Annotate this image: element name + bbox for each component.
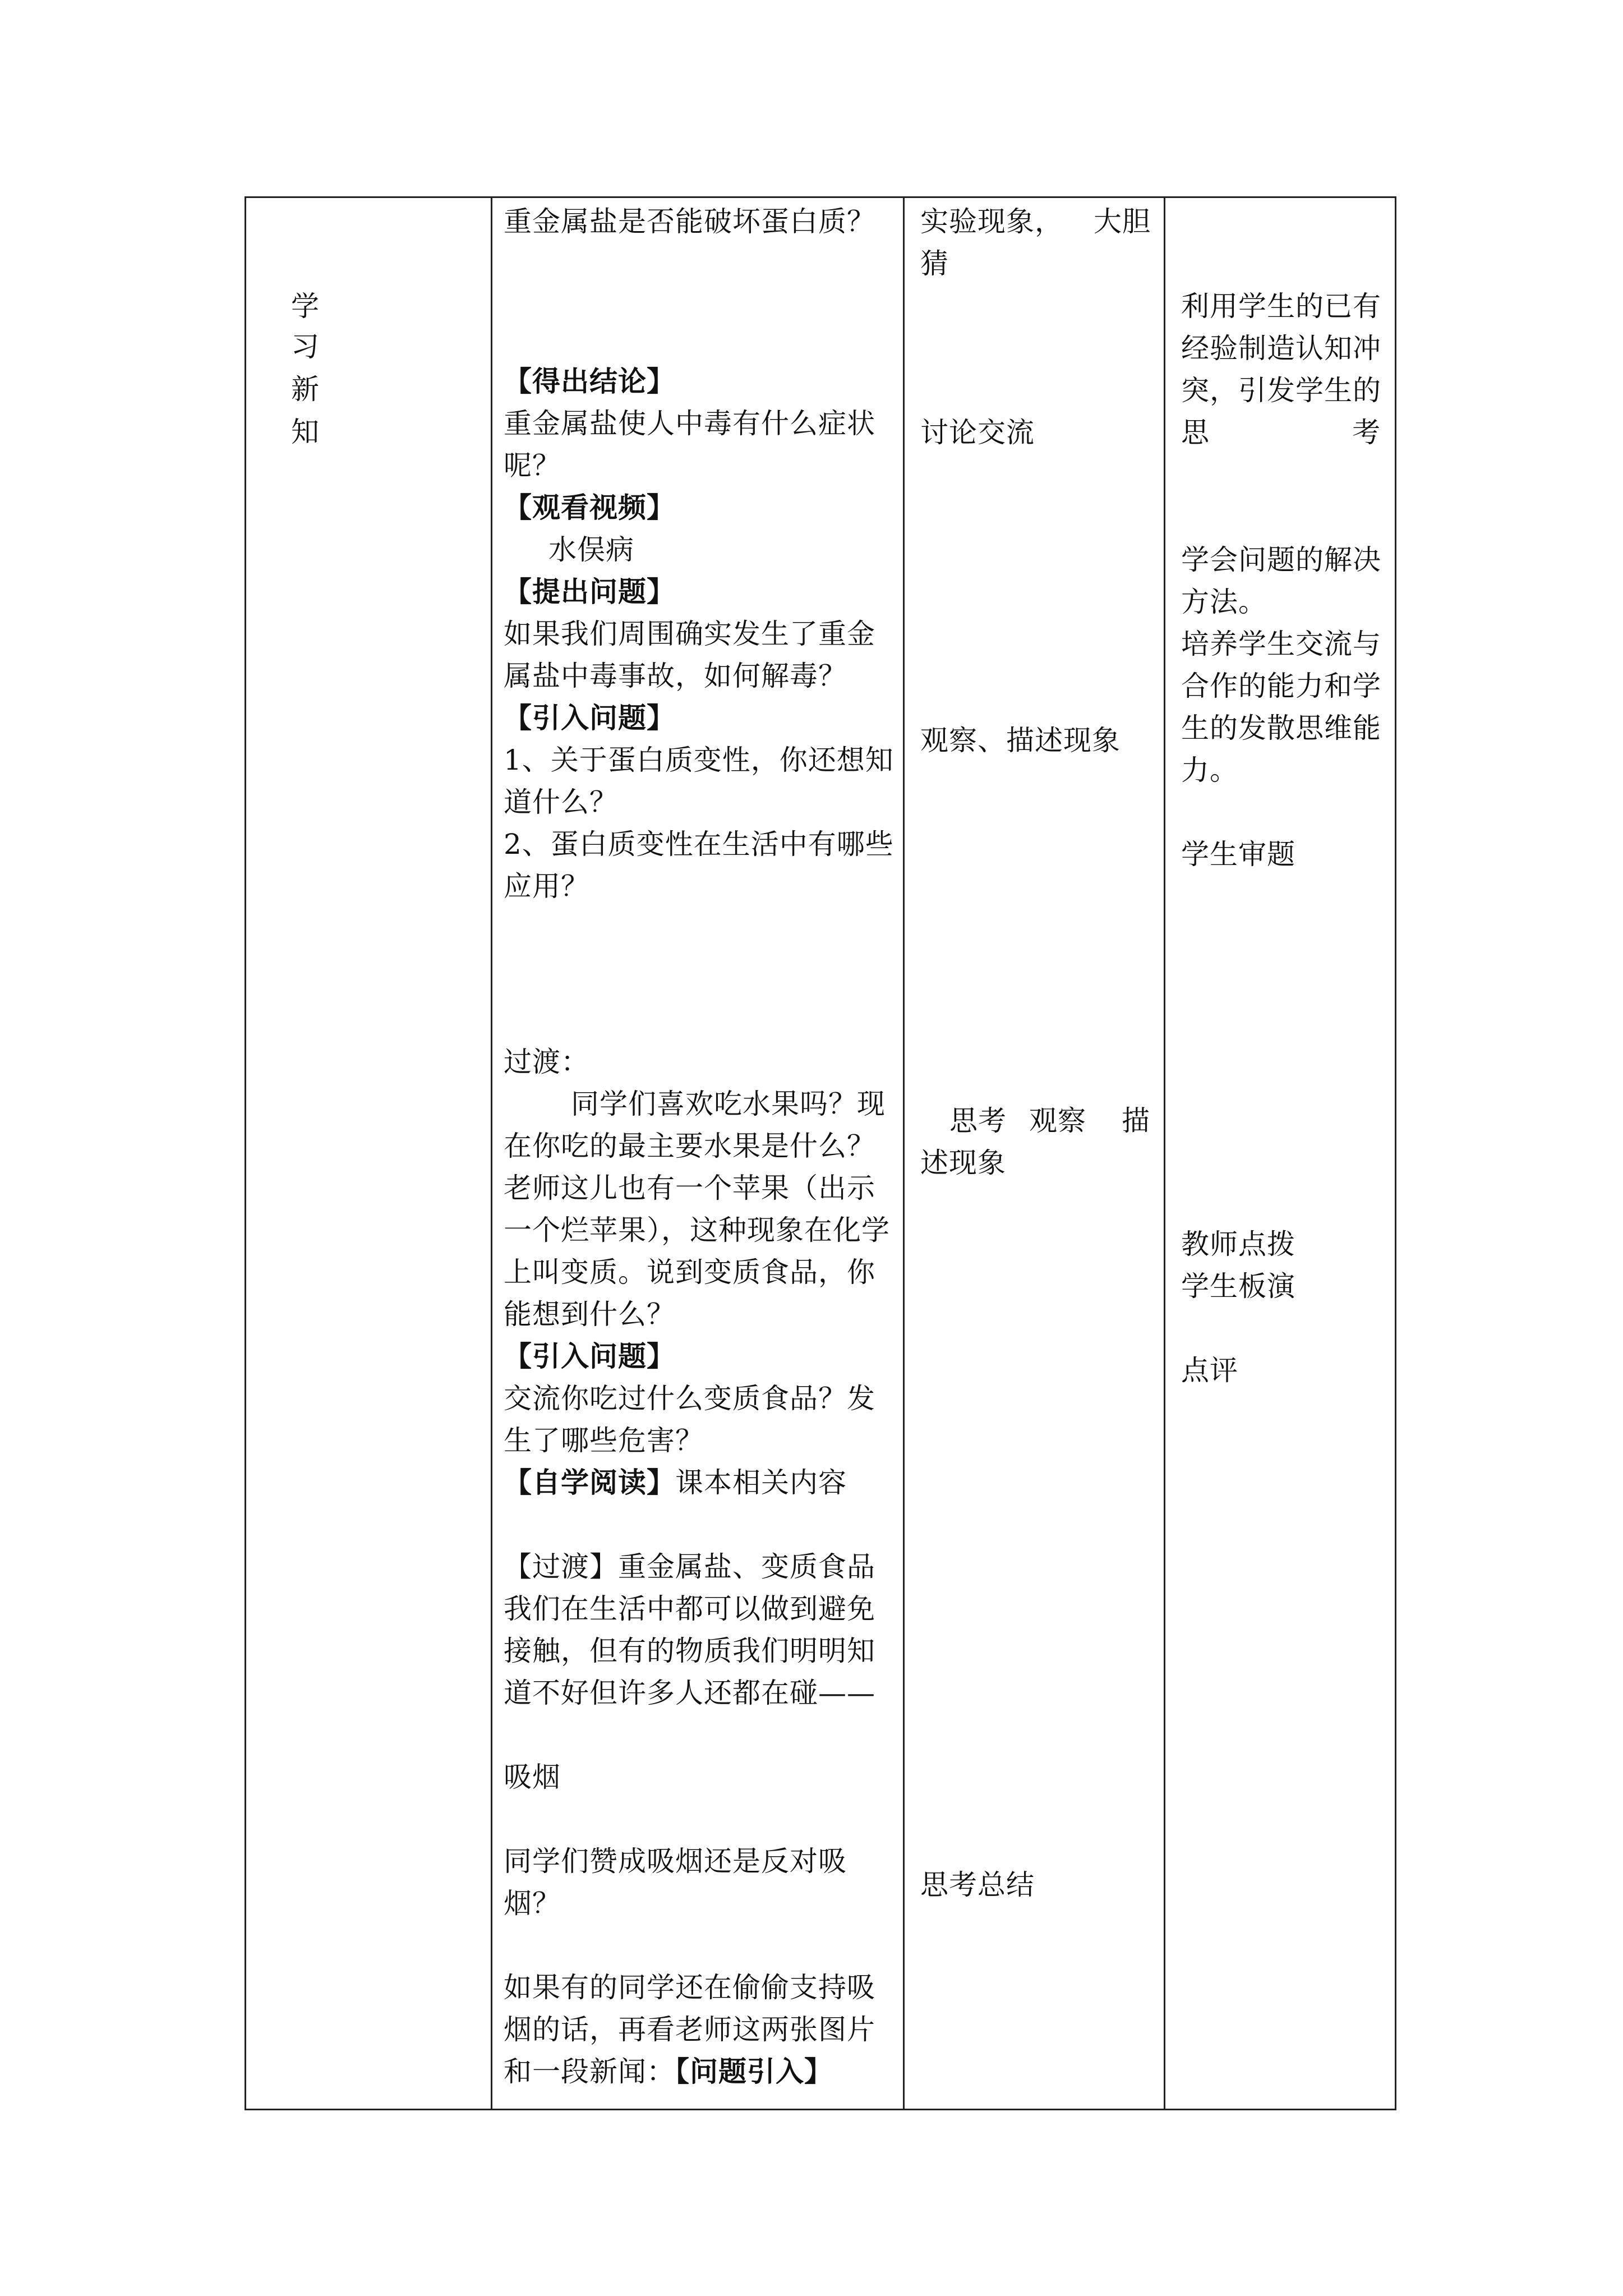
text-line: 在你吃的最主要水果是什么？ [504, 1130, 875, 1162]
stage-label-cell [246, 198, 491, 2109]
section-heading: 【引入问题】 [504, 1340, 675, 1373]
text-line: 过渡： [504, 1046, 589, 1078]
text-line: 一个烂苹果），这种现象在化学 [504, 1214, 890, 1246]
section-heading: 【引入问题】 [504, 702, 675, 734]
text-line: 属盐中毒事故，如何解毒？ [504, 660, 847, 692]
teacher-activity-cell [492, 198, 903, 2109]
text-line: 方法。 [1181, 586, 1267, 618]
text-line: 道不好但许多人还都在碰—— [504, 1677, 875, 1709]
text-line: 【过渡】重金属盐、变质食品 [504, 1550, 875, 1583]
text-line: 烟的话，再看老师这两张图片 [504, 2013, 875, 2046]
text-line: 道什么？ [504, 786, 618, 818]
student-activity-cell [905, 198, 1164, 2109]
text-line [504, 2055, 833, 2088]
text-line: 点评 [1181, 1354, 1238, 1387]
text-line: 观察、描述现象 [920, 724, 1121, 757]
text-line [504, 1466, 847, 1499]
text-line: 同学们喜欢吃水果吗？现 [571, 1088, 886, 1120]
text-line: 生了哪些危害？ [504, 1424, 704, 1457]
stage-label-char: 学 [291, 290, 319, 323]
stage-label-char: 新 [291, 373, 319, 406]
text-line: 学生板演 [1181, 1270, 1295, 1303]
text-line: 烟？ [504, 1887, 561, 1920]
text-line: 大胆 [1094, 205, 1151, 238]
section-heading: 【自学阅读】 [504, 1466, 675, 1499]
text-line: 2、蛋白质变性在生活中有哪些 [504, 828, 894, 861]
text-line: 实验现象， [920, 205, 1063, 238]
text-line: 交流你吃过什么变质食品？发 [504, 1382, 875, 1415]
section-heading: 【提出问题】 [504, 576, 675, 608]
section-heading: 【得出结论】 [504, 365, 675, 398]
text-line: 老师这儿也有一个苹果（出示 [504, 1172, 875, 1204]
text-line: 观察 [1029, 1105, 1086, 1137]
text-line: 学会问题的解决 [1181, 544, 1381, 576]
text-line: 应用？ [504, 870, 589, 903]
text-line: 力。 [1181, 754, 1238, 786]
text-line: 描 [1122, 1105, 1150, 1137]
text-line: 生的发散思维能 [1181, 712, 1381, 744]
text-line: 如果我们周围确实发生了重金 [504, 618, 875, 650]
text-line: 吸烟 [504, 1761, 561, 1793]
design-intent-cell [1165, 198, 1395, 2109]
text-line: 重金属盐使人中毒有什么症状 [504, 407, 875, 440]
text-fragment: 课本相关内容 [675, 1466, 847, 1499]
text-line: 呢？ [504, 449, 561, 482]
section-heading: 【问题引入】 [675, 2055, 833, 2088]
stage-label-char: 习 [291, 330, 319, 363]
text-line: 利用学生的已有 [1181, 290, 1381, 323]
text-line: 讨论交流 [920, 416, 1035, 449]
text-line: 经验制造认知冲 [1181, 332, 1381, 365]
text-line: 上叫变质。说到变质食品，你 [504, 1256, 875, 1289]
text-line: 学生审题 [1181, 838, 1295, 871]
stage-label-char: 知 [291, 416, 319, 448]
text-line: 思 [1181, 416, 1210, 449]
text-line: 我们在生活中都可以做到避免 [504, 1593, 875, 1625]
text-line: 如果有的同学还在偷偷支持吸 [504, 1971, 875, 2004]
section-heading: 【观看视频】 [504, 491, 675, 524]
text-line: 培养学生交流与 [1181, 628, 1381, 660]
text-line: 同学们赞成吸烟还是反对吸 [504, 1845, 847, 1878]
text-line: 能想到什么？ [504, 1298, 675, 1331]
text-line: 教师点拨 [1181, 1228, 1295, 1260]
text-line: 思考总结 [920, 1869, 1035, 1901]
text-line: 突，引发学生的 [1181, 374, 1381, 407]
text-line: 接触，但有的物质我们明明知 [504, 1635, 875, 1667]
text-line: 1、关于蛋白质变性，你还想知 [504, 744, 894, 776]
lesson-plan-table [245, 196, 1396, 2110]
text-line: 猜 [920, 247, 949, 280]
text-line: 述现象 [920, 1147, 1006, 1179]
text-line: 水俣病 [548, 533, 634, 566]
text-line: 思考 [949, 1105, 1007, 1137]
text-fragment: 和一段新闻： [504, 2055, 675, 2088]
text-line: 合作的能力和学 [1181, 670, 1381, 702]
text-line: 考 [1352, 416, 1381, 449]
text-line: 重金属盐是否能破坏蛋白质？ [504, 205, 875, 238]
